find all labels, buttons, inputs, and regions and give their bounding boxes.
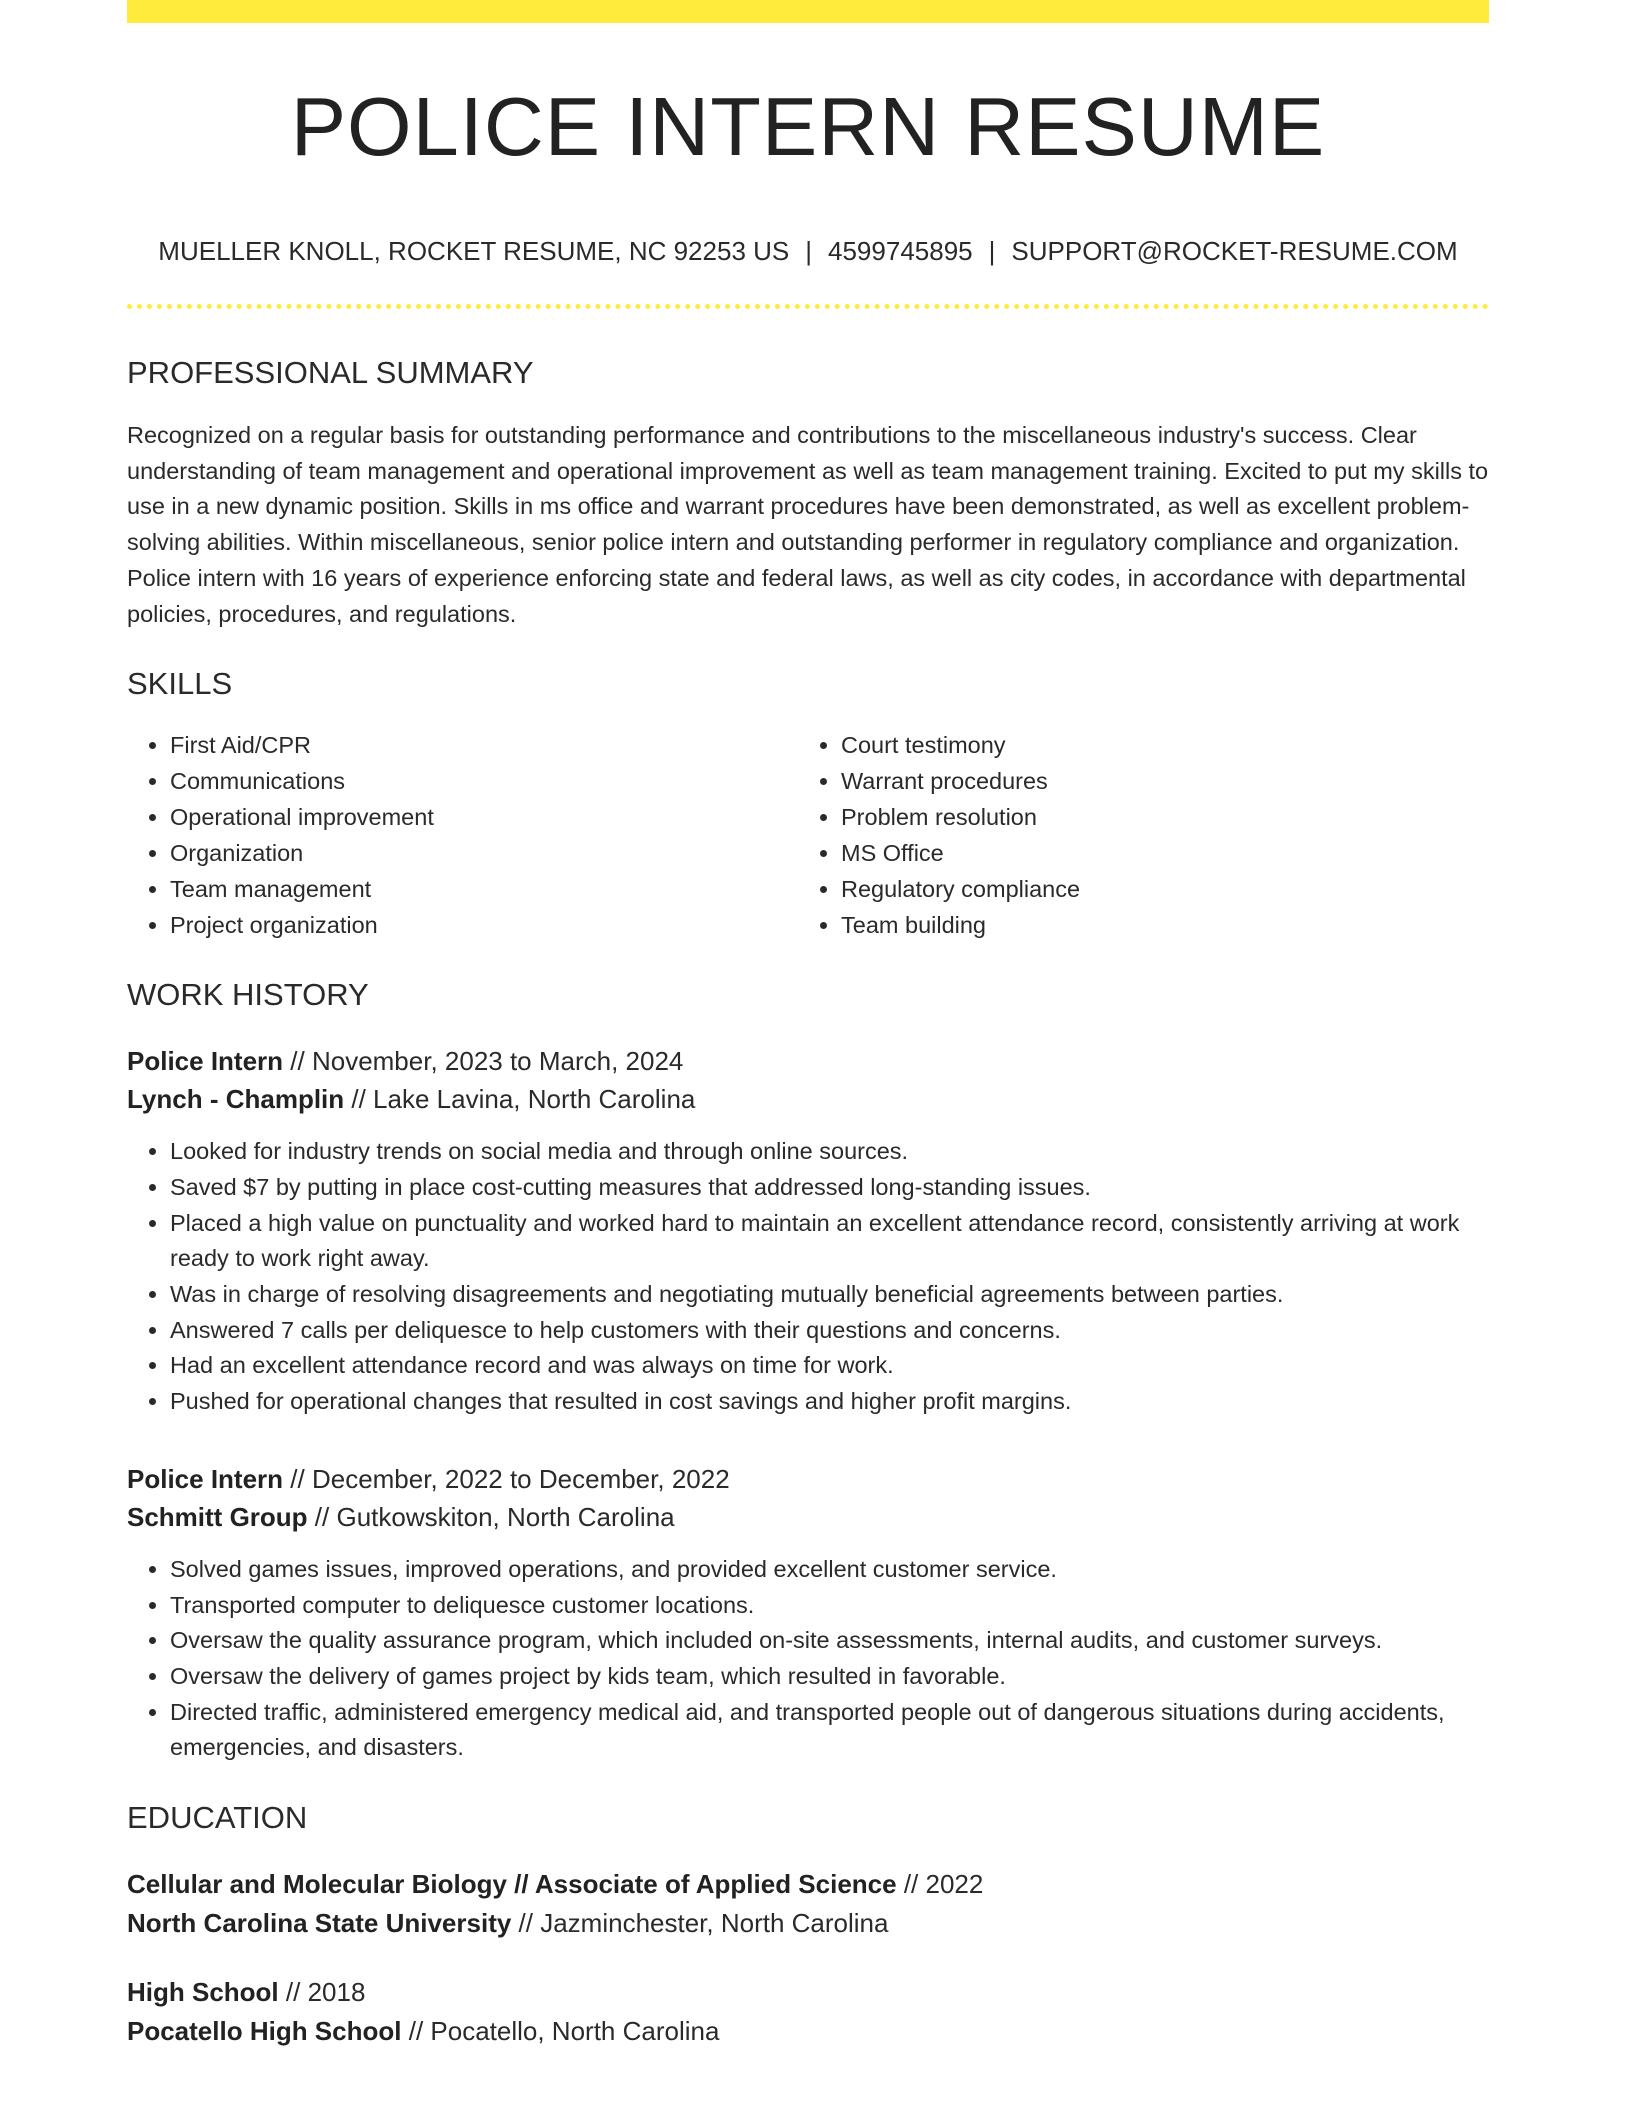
education-location: // Jazminchester, North Carolina [518,1908,889,1939]
contact-email: SUPPORT@ROCKET-RESUME.COM [1011,236,1458,266]
skill-item: • MS Office [841,835,1469,871]
resume-page [127,0,1489,2051]
education-year: // 2018 [285,1977,366,2008]
job-company-line [127,1080,1489,1118]
accent-top-bar [127,0,1489,23]
education-entry [127,1973,1489,2051]
education-school: Pocatello High School [127,2016,402,2047]
job-entry [127,1460,1489,1766]
skills-heading: SKILLS [127,666,233,702]
education-heading: EDUCATION [127,1800,308,1836]
job-bullet: • Transported computer to deliquesce customer locations. [170,1588,1489,1624]
skill-item: • Team building [841,907,1469,943]
contact-separator: | [805,236,813,266]
education-school-line [127,2012,1489,2051]
skills-column-right [798,727,1469,943]
education-year: // 2022 [903,1869,984,1900]
skill-item: • Organization [170,835,798,871]
skill-item: • Problem resolution [841,799,1469,835]
job-bullet: • Oversaw the delivery of games project by kids team, which resulted in favorable. [170,1659,1489,1695]
job-bullet: • Oversaw the quality assurance program, which included on-site assessments, internal audits, and customer surveys. [170,1623,1489,1659]
skills-grid [127,727,1489,943]
job-title-line [127,1042,1489,1080]
skill-item: • Regulatory compliance [841,871,1469,907]
job-dates: // November, 2023 to March, 2024 [290,1046,684,1077]
summary-heading: PROFESSIONAL SUMMARY [127,355,534,390]
job-bullet: • Was in charge of resolving disagreements and negotiating mutually beneficial agreements between parties. [170,1277,1489,1313]
contact-phone: 4599745895 [828,236,973,266]
skill-item: • Warrant procedures [841,763,1469,799]
job-bullets [127,1134,1489,1420]
education-entry [127,1865,1489,1943]
skill-item: • Project organization [170,907,798,943]
job-title: Police Intern [127,1046,284,1077]
job-location: // Gutkowskiton, North Carolina [314,1501,675,1532]
education-degree-line [127,1865,1489,1904]
skill-item: • Operational improvement [170,799,798,835]
job-bullet: • Saved $7 by putting in place cost-cutting measures that addressed long-standing issues. [170,1170,1489,1206]
job-bullet: • Placed a high value on punctuality and worked hard to maintain an excellent attendance record, consistently arriving at work ready to work right away. [170,1206,1489,1277]
job-dates: // December, 2022 to December, 2022 [290,1463,730,1494]
job-bullet: • Looked for industry trends on social media and through online sources. [170,1134,1489,1170]
summary-text: Recognized on a regular basis for outstanding performance and contributions to the miscellaneous industry's success. Clear understanding of team management and operational improvement as well as team management training. Excited to put my skills to use in a new dynamic position. Skills in ms office and warrant procedures have been demonstrated, as well as excellent problem-solving abilities. Within miscellaneous, senior police intern and outstanding performer in regulatory compliance and organization. Police intern with 16 years of experience enforcing state and federal laws, as well as city codes, in accordance with departmental policies, procedures, and regulations. [127,422,1489,627]
education-degree: Cellular and Molecular Biology // Associate of Applied Science [127,1869,897,1900]
job-company: Schmitt Group [127,1501,308,1532]
job-company-line [127,1498,1489,1536]
education-school: North Carolina State University [127,1908,512,1939]
skills-column-left [127,727,798,943]
work-history-heading: WORK HISTORY [127,977,369,1013]
job-title-line [127,1460,1489,1498]
job-company: Lynch - Champlin [127,1084,345,1115]
dotted-divider [127,304,1489,309]
job-bullet: • Solved games issues, improved operations, and provided excellent customer service. [170,1552,1489,1588]
contact-separator: | [988,236,996,266]
skill-item: • Court testimony [841,727,1469,763]
education-school-line [127,1904,1489,1943]
education-degree: High School [127,1977,279,2008]
job-location: // Lake Lavina, North Carolina [351,1084,696,1115]
education-degree-line [127,1973,1489,2012]
job-title: Police Intern [127,1463,284,1494]
job-bullets [127,1552,1489,1766]
job-entry [127,1042,1489,1420]
resume-title: POLICE INTERN RESUME [290,80,1326,173]
skill-item: • First Aid/CPR [170,727,798,763]
contact-line [127,238,1489,264]
job-bullet: • Pushed for operational changes that resulted in cost savings and higher profit margins. [170,1384,1489,1420]
skill-item: • Team management [170,871,798,907]
job-bullet: • Answered 7 calls per deliquesce to help customers with their questions and concerns. [170,1313,1489,1349]
contact-address: MUELLER KNOLL, ROCKET RESUME, NC 92253 US [158,236,790,266]
job-bullet: • Had an excellent attendance record and was always on time for work. [170,1348,1489,1384]
job-bullet: • Directed traffic, administered emergency medical aid, and transported people out of dangerous situations during accidents, emergencies, and disasters. [170,1695,1489,1766]
skill-item: • Communications [170,763,798,799]
education-location: // Pocatello, North Carolina [408,2016,720,2047]
